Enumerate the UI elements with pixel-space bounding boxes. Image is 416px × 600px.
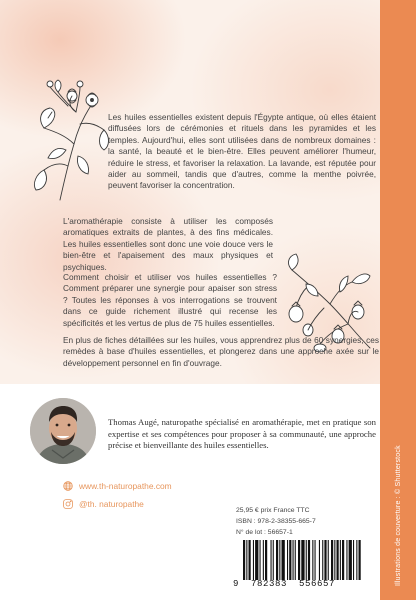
questions-paragraph: Comment choisir et utiliser vos huiles essentielles ? Comment préparer une synergie pour apaiser son stress ? Toutes les réponses à vos interrogations se trouvent dans ce guide richement illustré qui recense les spécificités et les vertus de plus de 75 huiles essentielles. — [63, 272, 277, 328]
orange-blossom-illustration — [30, 78, 112, 202]
barcode-bar — [319, 540, 320, 580]
barcode-bar — [249, 540, 251, 580]
instagram-link-text: @th. naturopathe — [79, 499, 144, 509]
cover-credit — [380, 0, 416, 600]
barcode-bar — [322, 540, 323, 580]
barcode-bar — [260, 540, 261, 580]
barcode-bar — [287, 540, 288, 580]
barcode-group-2: 556657 — [299, 579, 336, 589]
barcode-bar — [301, 540, 304, 580]
barcode-bar — [298, 540, 300, 580]
barcode-bar — [255, 540, 258, 580]
barcode-bar — [276, 540, 278, 580]
author-portrait — [30, 398, 96, 464]
instagram-link[interactable] — [63, 496, 172, 512]
barcode-bar — [263, 540, 264, 580]
lot-number-text: N° de lot : 56657-1 — [236, 529, 293, 537]
instagram-icon — [63, 499, 73, 509]
barcode-digits — [233, 579, 367, 589]
barcode-bar — [312, 540, 313, 580]
barcode-bar — [353, 540, 354, 580]
barcode-bar — [273, 540, 274, 580]
barcode-bar — [253, 540, 254, 580]
barcode-bar — [340, 540, 341, 580]
barcode-bar — [324, 540, 326, 580]
barcode-bar — [293, 540, 294, 580]
barcode-bar — [359, 540, 361, 580]
website-link[interactable] — [63, 478, 172, 494]
barcode-bar — [271, 540, 272, 580]
aromatherapy-paragraph: L'aromathérapie consiste à utiliser les composés aromatiques extraits de plantes, à des fins médicales. Les huiles essentielles sont donc une voie douce vers le bien-être et l'apaisement des maux physiques et psychiques. — [63, 216, 273, 272]
intro-paragraph: Les huiles essentielles existent depuis l'Égypte antique, où elles étaient diffusées lors de cérémonies et rituels dans les pyramides et les temples. Aujourd'hui, elles sont utilisées dans de nombreux domaines : la santé, la beauté et le bien-être. Elles peuvent améliorer l'humeur, réduire le stress, et favoriser la relaxation. La lavande, est réputée pour aider au sommeil, tandis que d'autres, comme la menthe poivrée, peuvent favoriser la concentration. — [108, 112, 376, 191]
social-links — [63, 478, 172, 514]
price-text: 25,95 € prix France TTC — [236, 507, 310, 514]
barcode-bar — [337, 540, 339, 580]
barcode-bar — [346, 540, 347, 580]
website-link-text: www.th-naturopathe.com — [79, 481, 172, 491]
synergies-paragraph: En plus de fiches détaillées sur les huiles, vous apprendrez plus de 60 synergies, ces remèdes à base d'huiles essentielles, et plongerez dans une approche axée sur le développement personnel en fin d'ouvrage. — [63, 335, 379, 368]
barcode-bar — [349, 540, 352, 580]
barcode-group-1: 782383 — [251, 579, 288, 589]
barcode-bar — [289, 540, 291, 580]
barcode-prefix-digit: 9 — [233, 579, 240, 589]
cover-credit-text: Illustrations de couverture : © Shutterstock — [394, 445, 402, 586]
barcode-bar — [246, 540, 247, 580]
barcode-bar — [308, 540, 310, 580]
globe-icon — [63, 481, 73, 491]
barcode-bar — [295, 540, 296, 580]
barcode-bar — [315, 540, 316, 580]
barcode-bar — [328, 540, 329, 580]
book-info — [236, 505, 316, 539]
author-photo — [30, 398, 96, 464]
author-bio: Thomas Augé, naturopathe spécialisé en aromathérapie, met en pratique son expertise et ses compétences pour proposer à sa communauté, une approche précise et bienveillante des huiles essentielles. — [108, 417, 376, 451]
barcode-bar — [342, 540, 344, 580]
barcode-bar — [306, 540, 307, 580]
barcode-bar — [282, 540, 285, 580]
barcode-bar — [334, 540, 335, 580]
barcode-bar — [265, 540, 267, 580]
isbn-text: ISBN : 978-2-38355-665-7 — [236, 518, 316, 526]
barcode-bar — [243, 540, 245, 580]
barcode-bar — [331, 540, 333, 580]
barcode-bar — [279, 540, 280, 580]
barcode-bar — [356, 540, 357, 580]
